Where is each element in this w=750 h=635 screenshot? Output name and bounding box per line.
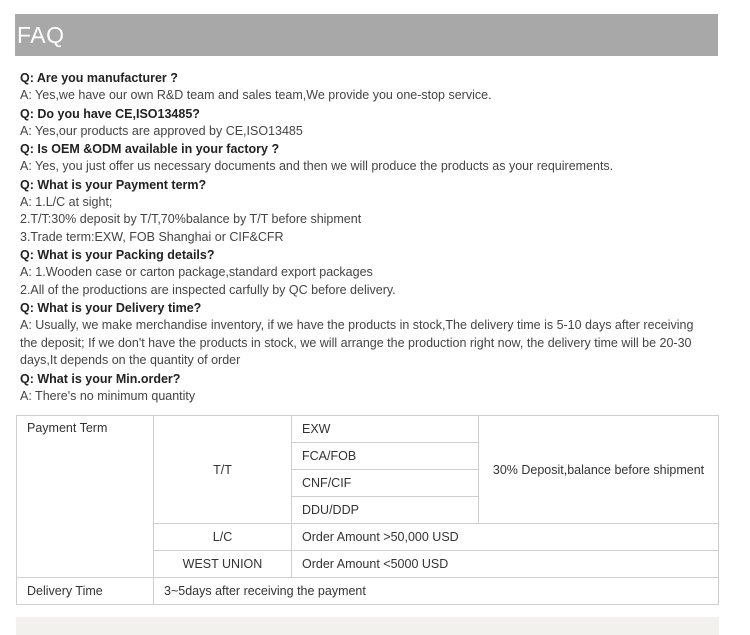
faq-answer: A: 1.L/C at sight; bbox=[20, 194, 113, 209]
faq-item bbox=[20, 140, 720, 176]
faq-question: Q: Do you have CE,ISO13485? bbox=[20, 106, 200, 121]
delivery-time-value: 3~5days after receiving the payment bbox=[154, 578, 719, 605]
faq-answer: A: Yes,we have our own R&D team and sales team,We provide you one-stop service. bbox=[20, 88, 492, 102]
faq-answer: the deposit; If we don't have the products in stock, we will arrange the production right now, the delivery time will be 20-30 bbox=[20, 335, 692, 350]
faq-answer: A: Yes, you just offer us necessary documents and then we will produce the products as your requirements. bbox=[20, 159, 614, 173]
faq-question: Q: Are you manufacturer ? bbox=[20, 71, 178, 85]
faq-question: Q: What is your Packing details? bbox=[20, 248, 215, 262]
faq-question: Q: What is your Payment term? bbox=[20, 177, 207, 192]
bottom-divider bbox=[16, 617, 719, 635]
trade-term-cell: EXW bbox=[292, 416, 479, 443]
faq-question: Q: Is OEM &ODM available in your factory ? bbox=[20, 142, 280, 156]
faq-question: Q: What is your Delivery time? bbox=[20, 301, 202, 315]
faq-title: FAQ bbox=[17, 22, 65, 48]
faq-answer: A: Usually, we make merchandise inventory, if we have the products in stock,The delivery time is 5-10 days after receiving bbox=[20, 318, 694, 332]
faq-answer: A: 1.Wooden case or carton package,standard export packages bbox=[20, 265, 373, 279]
faq-list bbox=[20, 69, 720, 405]
payment-term-label: Payment Term bbox=[17, 416, 154, 578]
trade-term-cell: DDU/DDP bbox=[292, 497, 479, 524]
faq-answer: days,It depends on the quantity of order bbox=[20, 353, 241, 367]
faq-item bbox=[20, 176, 720, 247]
faq-answer: 3.Trade term:EXW, FOB Shanghai or CIF&CFR bbox=[20, 229, 284, 244]
faq-question: Q: What is your Min.order? bbox=[20, 371, 181, 386]
faq-item bbox=[20, 105, 720, 141]
faq-item bbox=[20, 370, 720, 406]
faq-answer: A: There's no minimum quantity bbox=[20, 388, 196, 403]
table-row bbox=[17, 416, 719, 443]
faq-item bbox=[20, 69, 720, 105]
faq-item bbox=[20, 299, 720, 370]
faq-item bbox=[20, 246, 720, 299]
west-union-value: Order Amount <5000 USD bbox=[292, 551, 719, 578]
faq-answer: 2.All of the productions are inspected carfully by QC before delivery. bbox=[20, 282, 396, 297]
faq-answer: A: Yes,our products are approved by CE,ISO13485 bbox=[20, 123, 303, 138]
trade-term-cell: CNF/CIF bbox=[292, 470, 479, 497]
faq-answer: 2.T/T:30% deposit by T/T,70%balance by T/T before shipment bbox=[20, 212, 362, 226]
faq-banner bbox=[15, 14, 718, 56]
lc-value: Order Amount >50,000 USD bbox=[292, 524, 719, 551]
payment-terms-table bbox=[16, 415, 719, 605]
trade-term-cell: FCA/FOB bbox=[292, 443, 479, 470]
west-union-label: WEST UNION bbox=[154, 551, 292, 578]
table-row bbox=[17, 578, 719, 605]
lc-label: L/C bbox=[154, 524, 292, 551]
tt-deposit-note: 30% Deposit,balance before shipment bbox=[479, 416, 719, 524]
tt-label: T/T bbox=[154, 416, 292, 524]
delivery-time-label: Delivery Time bbox=[17, 578, 154, 605]
